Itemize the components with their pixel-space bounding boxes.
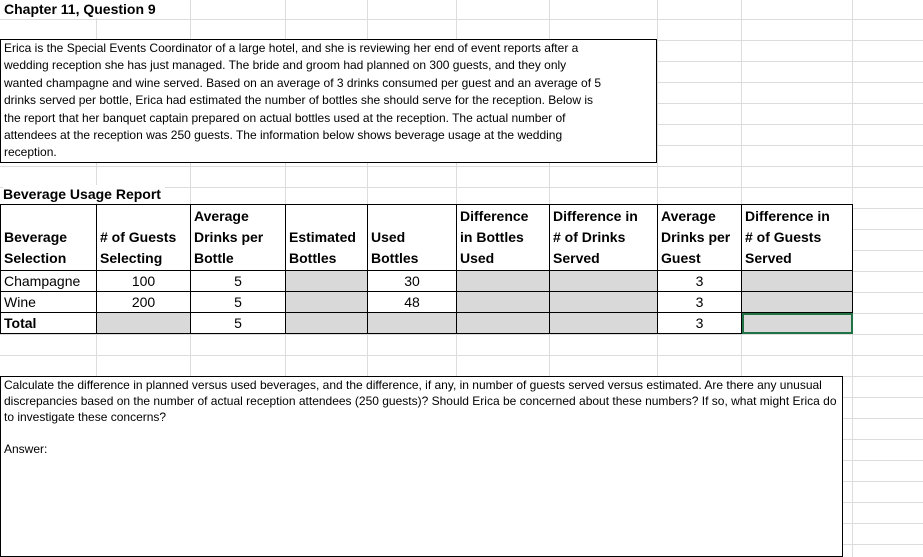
cell-estimated-bottles[interactable]: [286, 292, 368, 313]
header-difference-bottles-used[interactable]: Difference in Bottles Used: [457, 205, 550, 271]
cell-difference-bottles[interactable]: [457, 271, 550, 292]
beverage-usage-table: [0, 204, 853, 334]
cell-difference-guests-selected[interactable]: [742, 313, 853, 334]
question-prompt: Calculate the difference in planned versus used beverages, and the difference, if any, in number of guests served versus estimated. Are there any unusual discrepancies based on the number of actual reception attendees (250 guests)? Should Erica be concerned about these numbers? If so, what might Erica do to investigate these concerns?: [4, 378, 837, 424]
question-textbox[interactable]: [0, 376, 843, 557]
header-estimated-bottles[interactable]: Estimated Bottles: [286, 205, 368, 271]
answer-label: Answer:: [4, 442, 48, 456]
header-beverage-selection[interactable]: Beverage Selection: [1, 205, 97, 271]
cell-difference-guests[interactable]: [742, 292, 853, 313]
gridline-horizontal: [0, 166, 923, 167]
cell-drinks-per-guest[interactable]: 3: [658, 292, 742, 313]
cell-drinks-per-bottle[interactable]: 5: [191, 292, 286, 313]
gridline-horizontal: [0, 355, 923, 356]
header-guests-selecting[interactable]: # of Guests Selecting: [97, 205, 191, 271]
scenario-line: attendees at the reception was 250 guests. The information below shows beverage usage at the wedding: [4, 128, 563, 143]
cell-drinks-per-guest[interactable]: 3: [658, 313, 742, 334]
cell-used-bottles[interactable]: 48: [368, 292, 457, 313]
cell-difference-guests[interactable]: [742, 271, 853, 292]
cell-beverage[interactable]: Total: [1, 313, 97, 334]
cell-guests-selecting[interactable]: 200: [97, 292, 191, 313]
cell-guests-selecting[interactable]: 100: [97, 271, 191, 292]
cell-used-bottles[interactable]: [368, 313, 457, 334]
header-difference-guests-served[interactable]: Difference in # of Guests Served: [742, 205, 853, 271]
header-avg-drinks-per-bottle[interactable]: Average Drinks per Bottle: [191, 205, 286, 271]
cell-difference-drinks[interactable]: [550, 292, 658, 313]
header-row: [1, 205, 853, 271]
cell-used-bottles[interactable]: 30: [368, 271, 457, 292]
cell-estimated-bottles[interactable]: [286, 313, 368, 334]
cell-beverage[interactable]: Wine: [1, 292, 97, 313]
cell-difference-drinks[interactable]: [550, 271, 658, 292]
table-row-total: [1, 313, 853, 334]
cell-difference-bottles[interactable]: [457, 292, 550, 313]
cell-estimated-bottles[interactable]: [286, 271, 368, 292]
scenario-line: wedding reception she has just managed. The bride and groom had planned on 300 guests, and they only: [4, 58, 567, 73]
gridline-horizontal: [0, 334, 923, 335]
question-title: Chapter 11, Question 9: [3, 0, 160, 18]
cell-difference-drinks[interactable]: [550, 313, 658, 334]
header-avg-drinks-per-guest[interactable]: Average Drinks per Guest: [658, 205, 742, 271]
scenario-line: Erica is the Special Events Coordinator of a large hotel, and she is reviewing her end of event reports after a: [4, 41, 579, 55]
scenario-line: reception.: [4, 145, 57, 160]
cell-drinks-per-guest[interactable]: 3: [658, 271, 742, 292]
scenario-line: drinks served per bottle, Erica had estimated the number of bottles she should serve for the reception. Below is: [4, 93, 593, 108]
cell-beverage[interactable]: Champagne: [1, 271, 97, 292]
scenario-textbox[interactable]: [0, 39, 657, 163]
cell-guests-selecting[interactable]: [97, 313, 191, 334]
table-row-wine: [1, 292, 853, 313]
scenario-line: wanted champagne and wine served. Based on an average of 3 drinks consumed per guest and an average of 5: [4, 75, 602, 90]
gridline-horizontal: [0, 19, 923, 20]
scenario-line: the report that her banquet captain prepared on actual bottles used at the reception. The actual number of: [4, 110, 566, 125]
table-row-champagne: [1, 271, 853, 292]
report-title: Beverage Usage Report: [3, 185, 165, 203]
header-difference-drinks-served[interactable]: Difference in # of Drinks Served: [550, 205, 658, 271]
cell-drinks-per-bottle[interactable]: 5: [191, 313, 286, 334]
cell-drinks-per-bottle[interactable]: 5: [191, 271, 286, 292]
header-used-bottles[interactable]: Used Bottles: [368, 205, 457, 271]
cell-difference-bottles[interactable]: [457, 313, 550, 334]
